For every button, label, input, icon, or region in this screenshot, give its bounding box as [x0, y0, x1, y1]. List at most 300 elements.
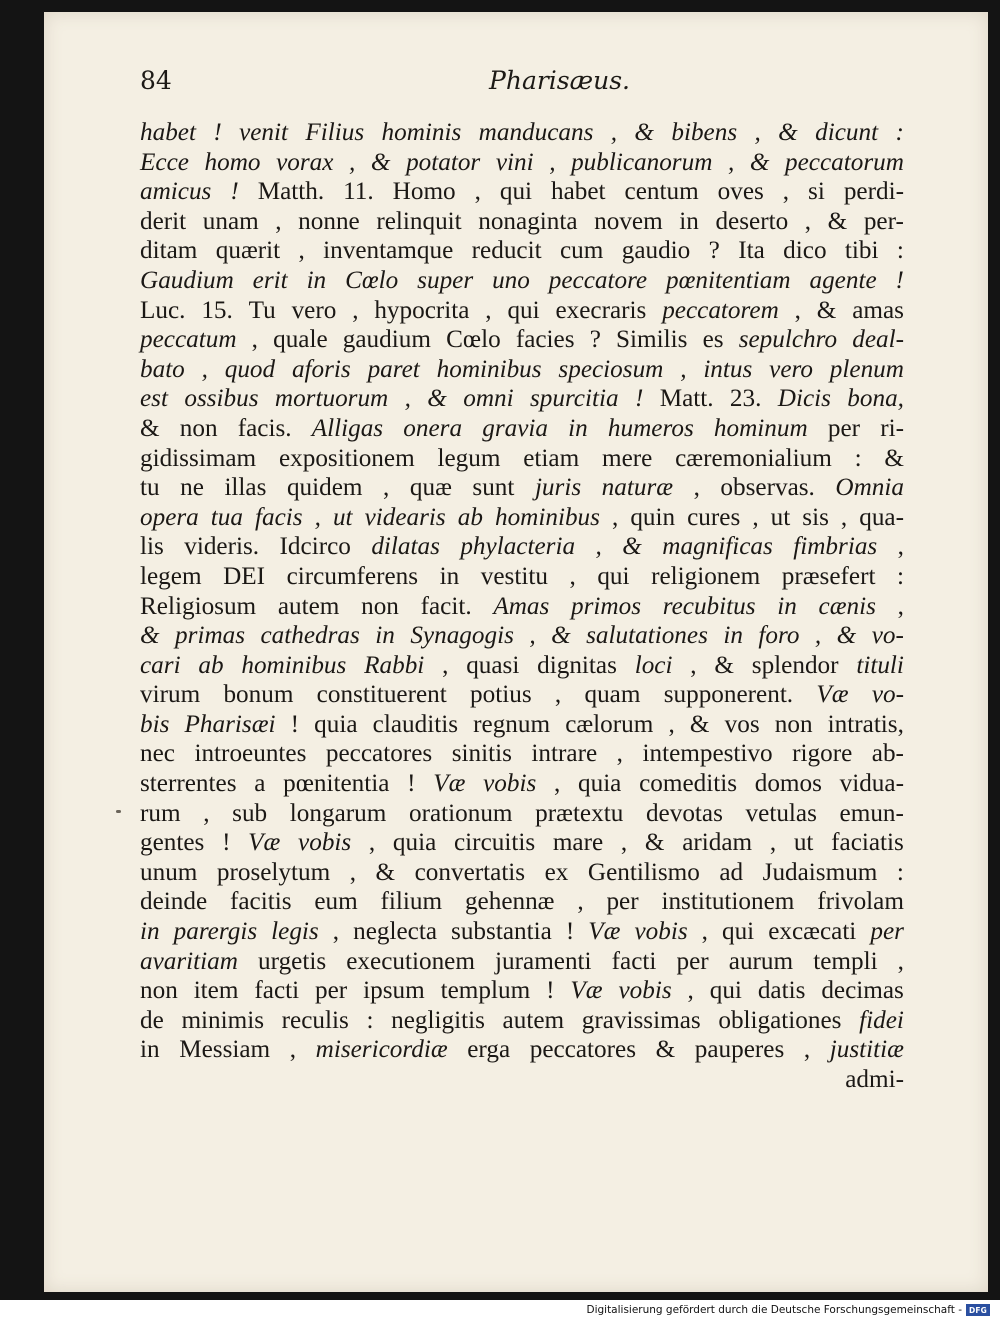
text-word: per- — [863, 207, 904, 235]
text-word: juris — [534, 474, 582, 502]
text-word: comeditis — [639, 770, 738, 798]
page-header — [140, 66, 630, 106]
text-word: peccatores — [529, 1036, 636, 1064]
text-word: gentes — [140, 829, 205, 857]
text-word: foro — [758, 622, 800, 650]
text-line — [140, 473, 904, 503]
text-word: bonum — [223, 681, 294, 709]
text-word: hominis — [381, 119, 462, 146]
text-word: convertatis — [414, 858, 526, 886]
text-word: prætextu — [535, 799, 624, 827]
text-word: , — [693, 474, 700, 502]
text-word: qui — [709, 977, 742, 1005]
text-word: ! — [230, 178, 239, 206]
text-word: mere — [601, 444, 653, 472]
text-word: ri- — [880, 414, 904, 442]
text-word: phylacteria — [460, 533, 576, 561]
text-word: Alligas — [311, 414, 384, 442]
text-word: , — [383, 474, 390, 502]
text-word: qui — [507, 296, 540, 324]
text-word: spurcitia — [529, 385, 619, 413]
text-word: nonaginta — [478, 207, 578, 235]
text-word: loci — [634, 651, 673, 679]
text-word: tituli — [856, 651, 904, 679]
text-word: expositionem — [278, 444, 415, 472]
text-word: quia — [392, 829, 437, 857]
text-word: urgetis — [258, 947, 327, 975]
text-word: constituerent — [316, 681, 447, 709]
text-word: , — [620, 829, 628, 857]
text-word: , — [485, 296, 492, 324]
text-word: vetulas — [745, 799, 817, 827]
text-word: regnum — [473, 710, 551, 738]
text-word: derit — [140, 207, 187, 235]
text-word: ut — [332, 503, 353, 531]
text-word: vobis — [298, 829, 352, 857]
text-word: quæ — [409, 474, 452, 502]
dfg-logo: DFG — [966, 1304, 990, 1316]
text-word: salutationes — [586, 622, 708, 650]
text-word: pauperes — [694, 1036, 785, 1064]
text-word: , — [803, 1036, 811, 1064]
text-word: negligitis — [391, 1006, 485, 1034]
text-word: sepulchro — [738, 326, 838, 354]
text-line — [140, 769, 904, 799]
text-word: ad — [719, 858, 744, 886]
text-word: cæremonialium — [675, 444, 832, 472]
text-word: Væ — [248, 829, 281, 857]
text-word: & — [622, 533, 642, 561]
text-word: , — [680, 355, 687, 383]
text-word: vo- — [871, 622, 904, 650]
text-word: Væ — [816, 681, 849, 709]
text-word: nec — [140, 740, 175, 768]
text-word: emun- — [839, 799, 904, 827]
text-word: vobis — [483, 770, 537, 798]
text-word: introeuntes — [194, 740, 307, 768]
text-word: ab — [198, 651, 224, 679]
text-word: per — [676, 947, 709, 975]
text-word: Synagogis — [410, 622, 514, 650]
text-word: , — [701, 918, 708, 946]
text-word: legum — [437, 444, 501, 472]
text-word: Ecce — [140, 148, 189, 176]
text-word: & — [778, 119, 798, 146]
text-word: Væ — [588, 918, 621, 946]
text-word: a — [254, 770, 266, 798]
body-text — [140, 118, 904, 1095]
text-word: circuitis — [454, 829, 536, 857]
running-head: Pharisæus. — [489, 66, 630, 95]
text-word: proselytum — [216, 858, 331, 886]
text-word: quam — [584, 681, 641, 709]
text-line — [140, 207, 904, 237]
text-word: per — [870, 918, 904, 946]
text-line — [140, 532, 904, 562]
text-word: observas. — [720, 474, 815, 502]
text-word: ut — [770, 503, 791, 531]
text-word: obligationes — [718, 1006, 842, 1034]
text-word: bis — [140, 710, 170, 738]
text-word: , — [549, 148, 556, 176]
text-word: hominibus — [494, 503, 600, 531]
text-word: , — [298, 237, 305, 265]
text-word: non — [361, 592, 399, 620]
text-word: tu — [140, 474, 160, 502]
text-line — [140, 621, 904, 651]
text-word: Væ — [433, 770, 466, 798]
text-word: in — [723, 622, 743, 650]
text-word: vidua- — [839, 770, 904, 798]
text-word: hominum — [713, 414, 808, 442]
text-word: non — [140, 977, 178, 1005]
text-word: , — [289, 1036, 297, 1064]
text-word: , — [610, 119, 618, 146]
text-word: peccatorum — [785, 148, 904, 176]
text-word: , — [314, 503, 321, 531]
text-word: ipsum — [363, 977, 425, 1005]
text-word: vo- — [871, 681, 904, 709]
text-word: , — [769, 829, 777, 857]
text-word: homo — [204, 148, 261, 176]
text-word: religionem — [651, 562, 761, 590]
text-line — [140, 858, 904, 888]
text-word: , — [349, 148, 356, 176]
text-word: speciosum — [558, 355, 664, 383]
text-word: facis. — [237, 414, 292, 442]
text-word: intus — [703, 355, 753, 383]
text-word: & — [749, 148, 770, 176]
text-word: & — [375, 858, 396, 886]
text-word: vos — [724, 710, 760, 738]
text-word: & — [140, 414, 160, 442]
text-word: tua — [210, 503, 243, 531]
text-word: mare — [552, 829, 604, 857]
text-word: gaudio — [621, 237, 691, 265]
text-word: ! — [222, 829, 231, 857]
text-word: etiam — [523, 444, 580, 472]
text-word: , — [442, 651, 449, 679]
text-word: execraris — [555, 296, 647, 324]
text-word: hypocrita — [374, 296, 470, 324]
text-word: recubitus — [662, 592, 756, 620]
text-word: ab — [457, 503, 483, 531]
text-word: , — [727, 148, 735, 176]
text-word: facit. — [420, 592, 472, 620]
text-word: peccatum — [140, 326, 237, 354]
text-line — [140, 355, 904, 385]
text-word: vero — [769, 355, 813, 383]
text-line — [140, 592, 904, 622]
text-word: reducit — [471, 237, 542, 265]
text-word: , — [404, 385, 411, 413]
text-line — [140, 148, 904, 178]
text-word: Matt. — [659, 385, 714, 413]
text-word: es — [702, 326, 724, 354]
text-word: si — [808, 178, 825, 206]
text-line — [140, 680, 904, 710]
text-word: , — [754, 119, 761, 146]
text-word: splendor — [751, 651, 839, 679]
text-word: rigore — [792, 740, 853, 768]
text-word: orationum — [408, 799, 513, 827]
text-word: ut — [793, 829, 814, 857]
text-word: , — [840, 503, 848, 531]
text-word: & — [644, 829, 665, 857]
text-word: : — [896, 237, 904, 265]
text-word: Pharisæi — [184, 710, 276, 738]
text-word: neglecta — [353, 918, 437, 946]
text-word: in — [777, 592, 797, 620]
text-word: , — [577, 888, 584, 916]
text-word: per — [315, 977, 348, 1005]
text-word: , — [690, 651, 697, 679]
text-word: & — [551, 622, 571, 650]
text-word: dico — [783, 237, 827, 265]
text-word: , — [897, 947, 904, 975]
text-word: potator — [406, 148, 481, 176]
text-line — [140, 799, 904, 829]
text-word: erit — [252, 266, 288, 294]
text-word: vobis — [634, 918, 688, 946]
text-word: : — [854, 444, 862, 472]
text-word: & — [370, 148, 391, 176]
text-word: Gentilismo — [587, 858, 700, 886]
text-word: eum — [314, 888, 358, 916]
text-word: dilatas — [371, 533, 440, 561]
text-word: in — [568, 414, 588, 442]
text-word: & — [655, 1036, 676, 1064]
text-word: & — [140, 622, 160, 650]
text-word: gaudium — [342, 326, 431, 354]
text-word: cures — [687, 503, 741, 531]
text-line — [140, 266, 904, 296]
text-word: deinde — [140, 888, 208, 916]
text-word: facti — [254, 977, 300, 1005]
text-word: pœnitentiam — [666, 266, 791, 294]
text-word: longarum — [289, 799, 387, 827]
text-word: institutionem — [661, 888, 795, 916]
text-word: oves — [717, 178, 764, 206]
text-word: sunt — [472, 474, 515, 502]
text-word: centum — [624, 178, 699, 206]
text-word: quale — [273, 326, 328, 354]
text-word: mortuorum — [274, 385, 389, 413]
text-word: ditam — [140, 237, 198, 265]
text-word: cari — [140, 651, 181, 679]
text-word: , — [201, 355, 208, 383]
text-word: sis — [802, 503, 829, 531]
text-word: parergis — [173, 918, 258, 946]
text-word: substantia — [451, 918, 552, 946]
text-word: aforis — [291, 355, 351, 383]
text-word: peccatorem — [662, 296, 779, 324]
text-word: in — [140, 918, 160, 946]
text-word: excæcati — [768, 918, 857, 946]
text-word: , — [616, 740, 623, 768]
text-word: ab- — [871, 740, 904, 768]
text-line — [140, 296, 904, 326]
text-word: filium — [380, 888, 443, 916]
text-word: executionem — [346, 947, 475, 975]
text-word: opera — [140, 503, 199, 531]
text-word: quidem — [286, 474, 363, 502]
text-word: primos — [571, 592, 642, 620]
text-word: amicus — [140, 178, 212, 206]
text-line — [140, 177, 904, 207]
text-word: Judaismum — [762, 858, 878, 886]
text-word: , — [349, 858, 357, 886]
text-word: deserto — [715, 207, 789, 235]
text-word: per — [606, 888, 639, 916]
text-word: legem — [140, 562, 202, 590]
text-word: domos — [754, 770, 822, 798]
text-word: inventamque — [323, 237, 454, 265]
text-word: vestitu — [480, 562, 548, 590]
text-word: , — [782, 178, 790, 206]
text-word: ! — [213, 119, 222, 146]
text-word: gidissimam — [140, 444, 257, 472]
text-line — [140, 1035, 904, 1065]
text-word: Omnia — [835, 474, 904, 502]
text-line — [140, 236, 904, 266]
text-word: 11. — [343, 178, 374, 206]
text-word: facitis — [229, 888, 292, 916]
text-word: Idcirco — [279, 533, 351, 561]
text-word: supponerent. — [663, 681, 794, 709]
text-word: templi — [813, 947, 878, 975]
text-word: facis — [255, 503, 303, 531]
text-word: & — [689, 710, 710, 738]
text-word: facti — [611, 947, 657, 975]
text-word: , — [554, 681, 562, 709]
text-word: uno — [492, 266, 530, 294]
text-word: illas — [224, 474, 267, 502]
text-word: 23. — [729, 385, 762, 413]
text-word: decimas — [821, 977, 904, 1005]
text-word: quod — [224, 355, 276, 383]
text-word: pœnitentia — [283, 770, 390, 798]
text-word: Similis — [616, 326, 688, 354]
text-line — [140, 414, 904, 444]
text-word: , — [611, 503, 619, 531]
text-word: quia — [578, 770, 622, 798]
text-word: avaritiam — [140, 947, 238, 975]
text-line — [140, 444, 904, 474]
text-line — [140, 947, 904, 977]
text-word: cum — [559, 237, 604, 265]
text-word: , — [569, 562, 576, 590]
text-word: , — [529, 622, 536, 650]
text-word: Rabbi — [364, 651, 425, 679]
text-word: præsefert — [781, 562, 876, 590]
text-word: relinquit — [376, 207, 462, 235]
text-line — [140, 384, 904, 414]
text-line — [140, 118, 904, 148]
text-word: autem — [277, 592, 340, 620]
text-word: Cœlo — [345, 266, 399, 294]
text-word: Tu — [248, 296, 276, 324]
text-line — [140, 562, 904, 592]
text-word: Væ — [570, 977, 603, 1005]
text-word: virum — [140, 681, 201, 709]
text-word: unam — [202, 207, 259, 235]
text-word: legis — [271, 918, 319, 946]
text-word: magnificas — [662, 533, 773, 561]
text-line — [140, 828, 904, 858]
text-word: in — [439, 562, 460, 590]
text-word: item — [193, 977, 239, 1005]
text-word: ossibus — [184, 385, 259, 413]
text-word: bato — [140, 355, 185, 383]
text-word: sinitis — [451, 740, 512, 768]
text-word: quærit — [215, 237, 281, 265]
text-word: qua- — [859, 503, 904, 531]
text-line — [140, 1065, 904, 1095]
text-word: cælorum — [565, 710, 654, 738]
text-word: peccatores — [325, 740, 433, 768]
text-line — [140, 887, 904, 917]
text-word: juramenti — [495, 947, 592, 975]
text-word: : — [895, 119, 904, 146]
text-word: , — [897, 533, 904, 561]
text-word: erga — [467, 1036, 511, 1064]
text-word: ! — [565, 918, 575, 946]
text-word: Homo — [392, 178, 456, 206]
text-word: fimbrias — [793, 533, 878, 561]
text-word: autem — [502, 1006, 565, 1034]
text-word: ! — [895, 266, 904, 294]
text-word: admi- — [845, 1066, 904, 1093]
text-word: DEI — [223, 562, 266, 590]
text-word: quin — [630, 503, 676, 531]
text-word: potius — [470, 681, 532, 709]
text-word: per — [827, 414, 861, 442]
text-word: qui — [597, 562, 630, 590]
text-word: Cœlo — [446, 326, 501, 354]
text-word: hominibus — [436, 355, 542, 383]
text-word: , — [368, 829, 376, 857]
text-word: Gaudium — [140, 266, 234, 294]
digitization-credit — [586, 1303, 990, 1317]
text-word: quasi — [466, 651, 520, 679]
text-line — [140, 710, 904, 740]
text-word: bona, — [847, 385, 904, 413]
text-word: , — [275, 207, 282, 235]
text-word: vorax — [276, 148, 334, 176]
text-word: vero — [291, 296, 337, 324]
text-line — [140, 739, 904, 769]
text-word: Ita — [738, 237, 765, 265]
text-word: & — [884, 444, 904, 472]
text-word: deal- — [852, 326, 904, 354]
text-word: in — [375, 622, 395, 650]
text-word: Matth. — [257, 178, 325, 206]
text-word: de — [140, 1006, 164, 1034]
text-word: faciatis — [831, 829, 904, 857]
text-word: ne — [180, 474, 204, 502]
text-word: omni — [463, 385, 514, 413]
text-word: , — [332, 918, 340, 946]
text-word: , — [203, 799, 210, 827]
text-word: sterrentes — [140, 770, 237, 798]
text-word: perdi- — [843, 178, 904, 206]
text-word: ! — [634, 385, 644, 413]
text-word: justitiæ — [829, 1036, 904, 1064]
text-word: , — [687, 977, 694, 1005]
text-word: bibens — [671, 119, 738, 146]
text-word: plenum — [829, 355, 904, 383]
